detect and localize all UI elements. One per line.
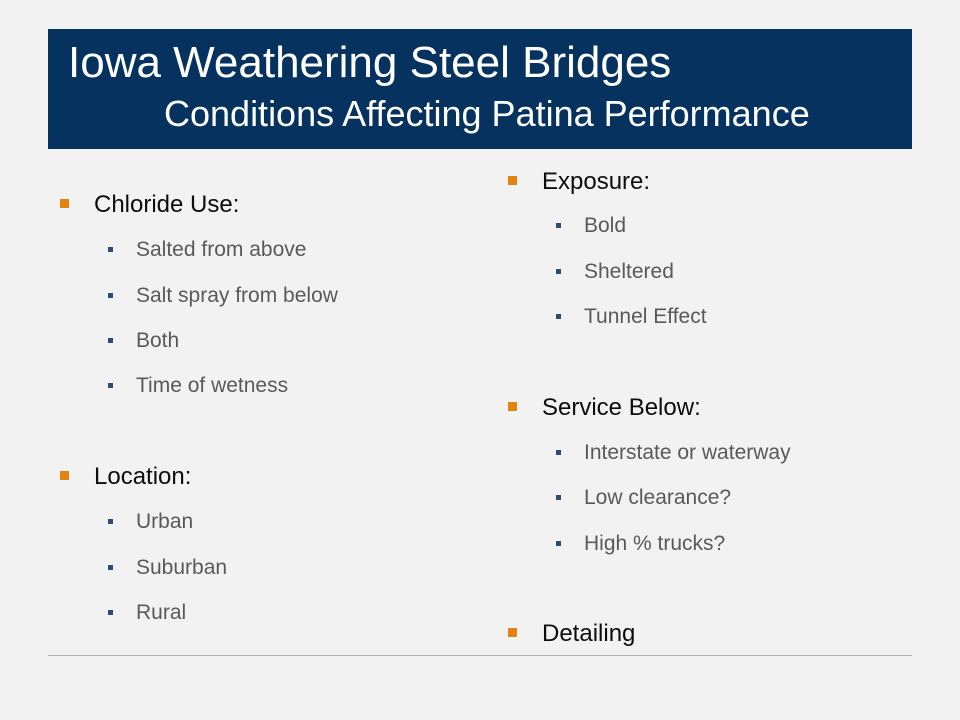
slide-title: Iowa Weathering Steel Bridges	[68, 38, 672, 87]
small-square-bullet-icon	[108, 610, 113, 615]
square-bullet-icon	[508, 402, 517, 411]
square-bullet-icon	[60, 471, 69, 480]
small-square-bullet-icon	[108, 565, 113, 570]
square-bullet-icon	[508, 628, 517, 637]
small-square-bullet-icon	[556, 495, 561, 500]
square-bullet-icon	[60, 199, 69, 208]
small-square-bullet-icon	[108, 383, 113, 388]
small-square-bullet-icon	[108, 338, 113, 343]
small-square-bullet-icon	[108, 293, 113, 298]
small-square-bullet-icon	[556, 223, 561, 228]
small-square-bullet-icon	[556, 269, 561, 274]
small-square-bullet-icon	[108, 519, 113, 524]
slide-subtitle: Conditions Affecting Patina Performance	[164, 93, 810, 134]
title-banner	[48, 29, 912, 149]
small-square-bullet-icon	[556, 314, 561, 319]
small-square-bullet-icon	[556, 450, 561, 455]
square-bullet-icon	[508, 176, 517, 185]
small-square-bullet-icon	[108, 247, 113, 252]
footer-divider	[48, 655, 912, 656]
small-square-bullet-icon	[556, 541, 561, 546]
